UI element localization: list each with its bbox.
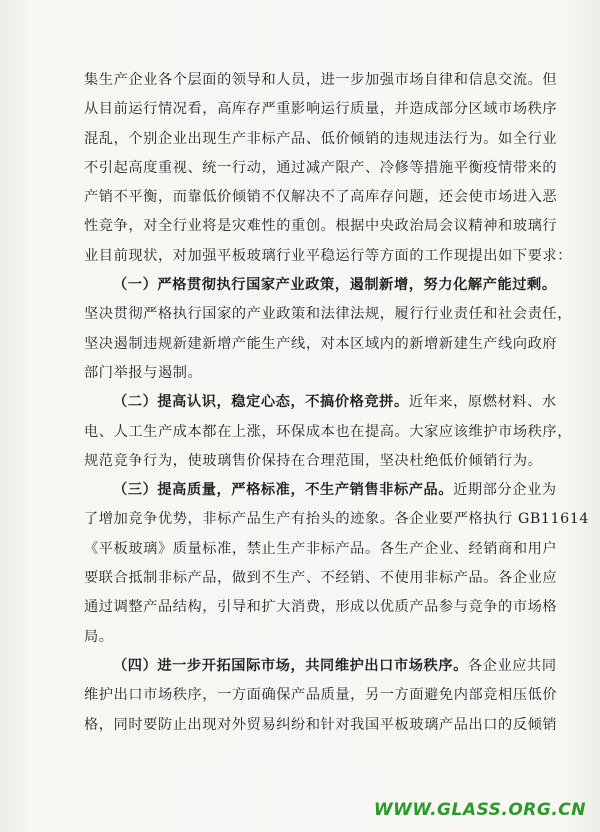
text-line: 《平板玻璃》质量标准，禁止生产非标产品。各生产企业、经销商和用户 <box>84 540 558 557</box>
section-text: 近年来，原燃材料、水 <box>408 394 557 411</box>
text-line: 规范竞争行为，使玻璃售价保持在合理范围，坚决杜绝低价倾销行为。 <box>84 452 543 469</box>
section-heading-line <box>84 271 557 300</box>
text-line: 部门举报与遏制。 <box>84 364 203 381</box>
text-line: 业目前现状，对加强平板玻璃行业平稳运行等方面的工作现提出如下要求： <box>84 247 572 264</box>
section-heading-line <box>84 652 557 681</box>
text-line: 通过调整产品结构，引导和扩大消费，形成以优质产品参与竞争的市场格 <box>84 599 558 616</box>
document-body <box>84 66 590 740</box>
site-watermark: WWW.GLASS.ORG.CN <box>373 800 586 820</box>
section-text: 近期部分企业为 <box>453 482 557 499</box>
text-line: 要联合抵制非标产品，做到不生产、不经销、不使用非标产品。各企业应 <box>84 570 558 587</box>
text-line: 格，同时要防止出现对外贸易纠纷和针对我国平板玻璃产品出口的反倾销 <box>84 716 558 733</box>
section-heading: （四）进一步开拓国际市场，共同维护出口市场秩序。 <box>113 657 468 674</box>
text-line: 混乱，个别企业出现生产非标产品、低价倾销的违规违法行为。如全行业 <box>84 130 558 147</box>
section-heading: （三）提高质量，严格标准，不生产销售非标产品。 <box>113 482 454 499</box>
text-line: 性竞争，对全行业将是灾难性的重创。根据中央政治局会议精神和玻璃行 <box>84 218 558 235</box>
text-line: 坚决贯彻严格执行国家的产业政策和法律法规，履行行业责任和社会责任， <box>84 306 572 323</box>
text-line: 坚决遏制违规新建新增产能生产线，对本区域内的新增新建生产线向政府 <box>84 335 558 352</box>
text-line: 电、人工生产成本都在上涨，环保成本也在提高。大家应该维护市场秩序， <box>84 423 572 440</box>
text-line: 集生产企业各个层面的领导和人员，进一步加强市场自律和信息交流。但 <box>84 72 558 88</box>
text-line: 局。 <box>84 628 114 645</box>
section-text: 各企业应共同 <box>467 657 557 674</box>
text-line: 不引起高度重视、统一行动，通过减产限产、冷修等措施平衡疫情带来的 <box>84 159 558 176</box>
text-line: 维护出口市场秩序，一方面确保产品质量，另一方面避免内部竞相压低价 <box>84 687 558 704</box>
text-line: 产销不平衡，而靠低价倾销不仅解决不了高库存问题，还会使市场进入恶 <box>84 189 558 206</box>
text-line: 从目前运行情况看，高库存严重影响运行质量，并造成部分区域市场秩序 <box>84 101 558 118</box>
section-heading-line <box>84 476 557 505</box>
section-heading: （二）提高认识，稳定心态，不搞价格竞拼。 <box>113 394 409 411</box>
section-heading: （一）严格贯彻执行国家产业政策，遏制新增，努力化解产能过剩。 <box>113 277 557 294</box>
text-line: 了增加竞争优势，非标产品生产有抬头的迹象。各企业要严格执行 GB11614 <box>84 511 590 528</box>
section-heading-line <box>84 388 557 417</box>
